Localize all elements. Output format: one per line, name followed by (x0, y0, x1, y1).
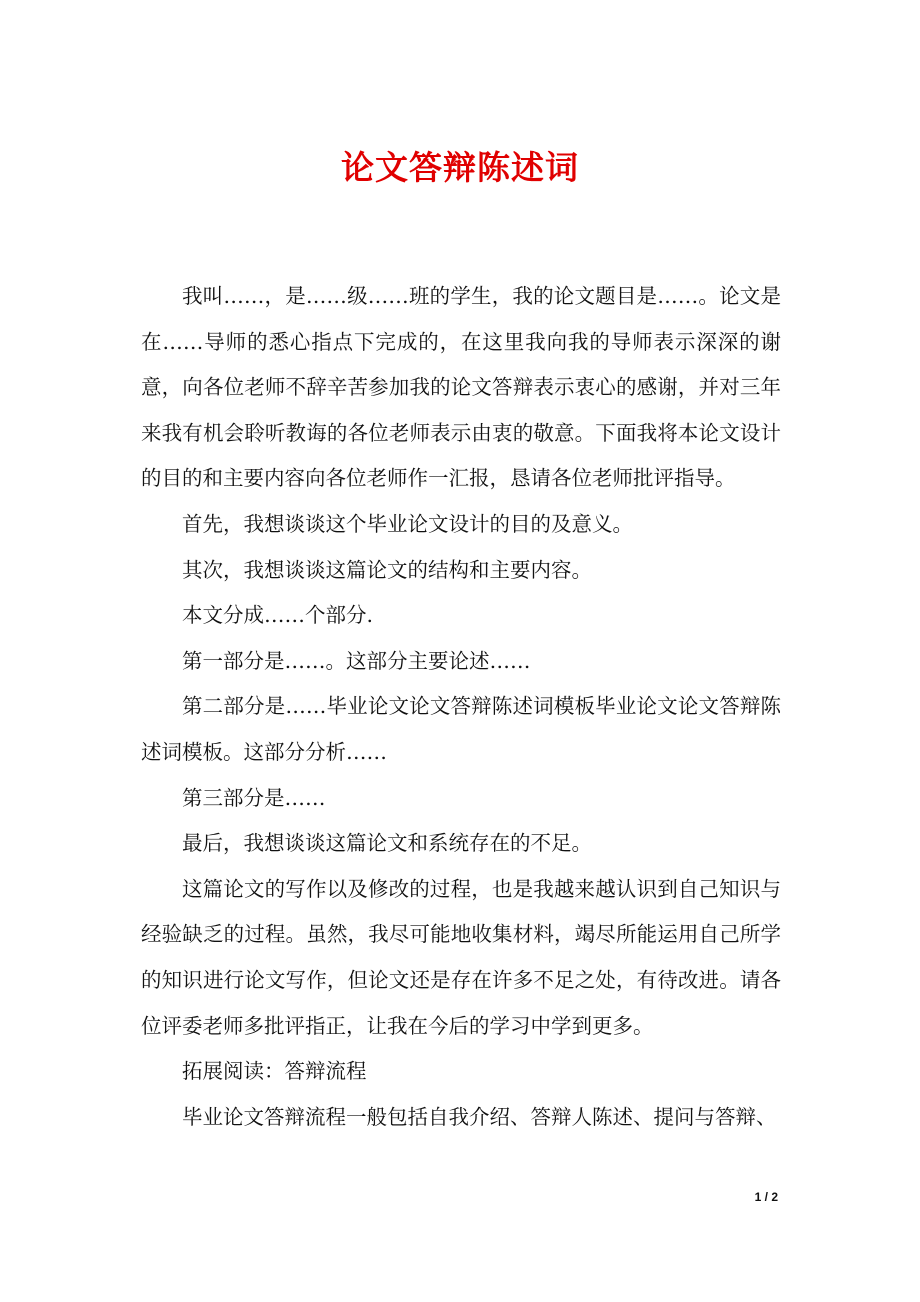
paragraph-finally: 最后，我想谈谈这篇论文和系统存在的不足。 (182, 831, 592, 856)
paragraph-part-two: 第二部分是……毕业论文论文答辩陈述词模板毕业论文论文答辩陈述词模板。这部分分析…… (141, 694, 781, 764)
paragraph-part-three: 第三部分是…… (182, 785, 326, 810)
paragraph-parts-count: 本文分成……个部分. (182, 603, 374, 628)
paragraph-reflection: 这篇论文的写作以及修改的过程，也是我越来越认识到自己知识与经验缺乏的过程。虽然，我尽可能地收集材料，竭尽所能运用自己所学的知识进行论文写作，但论文还是存在许多不足之处，有待改进。请各位评委老师多批评指正，让我在今后的学习中学到更多。 (141, 876, 781, 1038)
paragraph-part-one: 第一部分是……。这部分主要论述…… (182, 648, 531, 673)
paragraph-second: 其次，我想谈谈这篇论文的结构和主要内容。 (182, 557, 592, 582)
paragraph-defense-process: 毕业论文答辩流程一般包括自我介绍、答辩人陈述、提问与答辩、 (182, 1104, 777, 1129)
paragraph-intro: 我叫……，是……级……班的学生，我的论文题目是……。论文是在……导师的悉心指点下完成的，在这里我向我的导师表示深深的谢意，向各位老师不辞辛苦参加我的论文答辩表示衷心的感谢，并对三年来我有机会聆听教诲的各位老师表示由衷的敬意。下面我将本论文设计的目的和主要内容向各位老师作一汇报，恳请各位老师批评指导。 (141, 284, 781, 491)
document-body (141, 274, 781, 1140)
document-title: 论文答辩陈述词 (341, 148, 579, 187)
page-number: 1 / 2 (754, 1190, 778, 1204)
paragraph-first: 首先，我想谈谈这个毕业论文设计的目的及意义。 (182, 511, 633, 536)
paragraph-extended-reading: 拓展阅读：答辩流程 (182, 1059, 367, 1084)
